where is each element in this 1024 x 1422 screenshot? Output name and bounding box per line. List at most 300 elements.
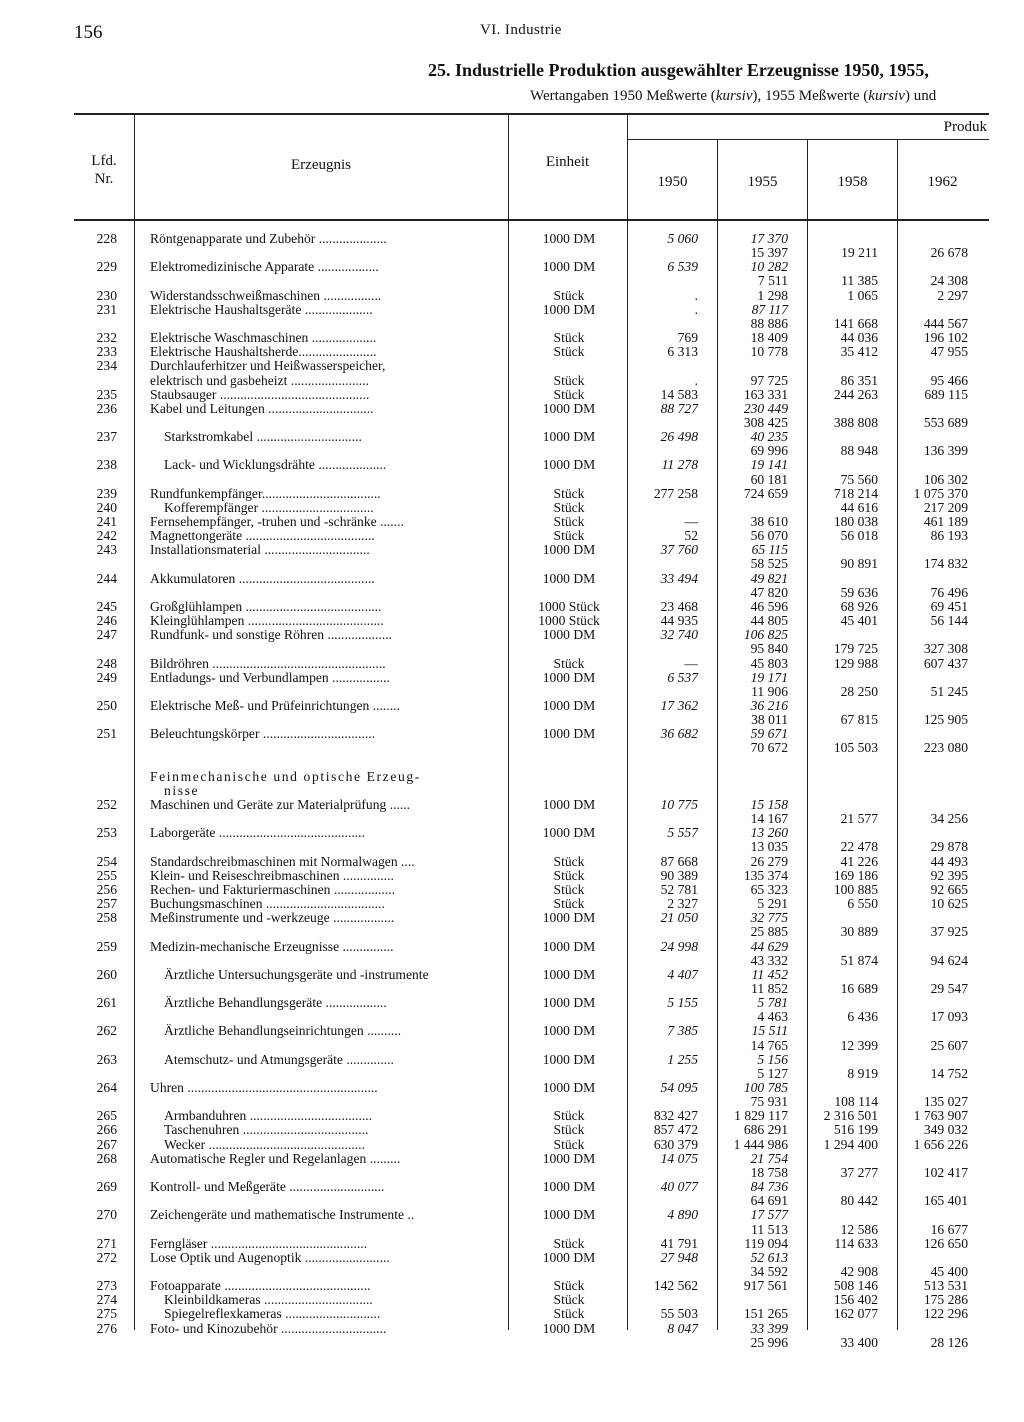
table-row <box>0 600 1024 614</box>
value-1950: . <box>694 301 698 317</box>
value-1958: 37 277 <box>840 1164 878 1180</box>
value-1955: 11 513 <box>751 1221 788 1237</box>
value-1955: 21 754 <box>750 1150 788 1166</box>
subtitle-italic-2: kursiv <box>868 88 905 104</box>
value-1950: . <box>694 372 698 388</box>
value-1950: 8 047 <box>667 1320 698 1336</box>
value-1962: 69 451 <box>930 598 968 614</box>
value-1955: 1 444 986 <box>733 1136 788 1152</box>
value-1950: 24 998 <box>660 938 698 954</box>
product-name: Magnettongeräte ...................................... <box>150 529 375 544</box>
product-name: Entladungs- und Verbundlampen ................. <box>150 670 390 685</box>
table-row <box>0 430 1024 444</box>
value-1950: 87 668 <box>660 853 698 869</box>
value-1950: 2 327 <box>667 896 698 912</box>
header-year-1950: 1950 <box>657 174 688 190</box>
table-row <box>0 402 1024 416</box>
unit: Stück <box>553 1278 585 1294</box>
product-name: Kleinglühlampen ........................................ <box>150 614 384 629</box>
table-row <box>0 1024 1024 1038</box>
product-name: Elektrische Haushaltsgeräte .................... <box>150 302 373 317</box>
value-1958: 1 294 400 <box>823 1136 878 1152</box>
value-1950: 23 468 <box>660 598 698 614</box>
table-row <box>0 1010 1024 1024</box>
product-name: Zeichengeräte und mathematische Instrumente .. <box>150 1208 415 1223</box>
value-1958: 44 616 <box>840 499 878 515</box>
table-row <box>0 925 1024 939</box>
table-row <box>0 260 1024 274</box>
value-1955: 15 397 <box>750 245 788 261</box>
value-1950: — <box>684 655 698 671</box>
table-row <box>0 1166 1024 1180</box>
value-1955: 11 452 <box>751 966 788 982</box>
header-nr-line1: Lfd. <box>91 153 117 169</box>
product-name: Feinmechanische und optische Erzeug- <box>150 769 421 784</box>
value-1962: 45 400 <box>930 1263 968 1279</box>
product-name: Ärztliche Untersuchungsgeräte und -instrumente <box>164 967 429 982</box>
table-row <box>0 897 1024 911</box>
value-1955: 70 672 <box>750 740 788 756</box>
table-row <box>0 388 1024 402</box>
value-1950: 52 <box>684 528 698 544</box>
value-1955: 38 610 <box>750 514 788 529</box>
value-1958: 90 891 <box>840 556 878 572</box>
value-1962: 126 650 <box>923 1235 968 1251</box>
value-1962: 135 027 <box>923 1094 968 1110</box>
table-row <box>0 317 1024 331</box>
table-row <box>0 911 1024 925</box>
value-1962: 102 417 <box>923 1164 968 1180</box>
value-1955: 163 331 <box>743 386 788 402</box>
table-row <box>0 289 1024 303</box>
value-1950: . <box>694 287 698 303</box>
value-1958: 28 250 <box>840 683 878 699</box>
value-1955: 1 829 117 <box>734 1108 788 1124</box>
header-erzeugnis: Erzeugnis <box>291 157 351 173</box>
table-row <box>0 699 1024 713</box>
value-1950: 21 050 <box>660 910 698 926</box>
value-1955: 106 825 <box>743 627 788 643</box>
table-row <box>0 586 1024 600</box>
product-name: Lose Optik und Augenoptik ......................... <box>150 1250 390 1265</box>
table-row <box>0 883 1024 897</box>
row-number: 259 <box>96 938 117 954</box>
subtitle-mid: ), 1955 Meßwerte ( <box>752 88 869 104</box>
value-1958: 508 146 <box>833 1278 878 1294</box>
value-1958: 19 211 <box>841 245 878 261</box>
table-row <box>0 1208 1024 1222</box>
value-1958: 11 385 <box>841 273 878 289</box>
product-name: Elektrische Haushaltsherde....................... <box>150 345 377 360</box>
value-1955: 5 156 <box>757 1051 788 1067</box>
row-number: 245 <box>96 598 117 614</box>
value-1955: 18 409 <box>750 330 788 346</box>
row-number: 274 <box>96 1292 117 1308</box>
row-number: 237 <box>96 429 117 445</box>
table-row <box>0 996 1024 1010</box>
value-1955: 38 011 <box>751 712 788 728</box>
product-name: Meßinstrumente und -werkzeuge .................. <box>150 911 395 926</box>
product-name: Uhren ........................................................ <box>150 1081 378 1095</box>
table-row <box>0 1053 1024 1067</box>
value-1955: 724 659 <box>743 485 788 501</box>
product-name: Rechen- und Fakturiermaschinen .................. <box>150 882 396 897</box>
value-1955: 40 235 <box>750 429 788 445</box>
value-1958: 718 214 <box>833 485 878 501</box>
product-name: Taschenuhren ..................................... <box>164 1123 369 1138</box>
value-1955: 65 115 <box>751 542 788 558</box>
table-row <box>0 345 1024 359</box>
unit: 1000 DM <box>542 669 596 685</box>
value-1962: 92 665 <box>930 881 968 897</box>
value-1962: 76 496 <box>930 584 968 600</box>
value-1958: 169 186 <box>833 867 878 883</box>
value-1955: 10 282 <box>750 259 788 275</box>
product-name: Durchlauferhitzer und Heißwasserspeicher, <box>150 359 386 374</box>
table-row <box>0 473 1024 487</box>
unit: 1000 DM <box>542 697 596 713</box>
row-number: 232 <box>96 330 117 346</box>
table-row <box>0 1081 1024 1095</box>
value-1958: 388 808 <box>833 414 878 430</box>
product-name: Rundfunkempfänger................................... <box>150 486 381 501</box>
product-name: Beleuchtungskörper ................................. <box>150 727 376 742</box>
value-1958: 33 400 <box>840 1334 878 1350</box>
value-1962: 34 256 <box>930 811 968 827</box>
value-1958: 516 199 <box>833 1122 878 1138</box>
value-1955: 88 886 <box>750 315 788 331</box>
value-1950: 6 539 <box>667 259 698 275</box>
value-1955: 5 781 <box>757 995 788 1011</box>
table-row <box>0 501 1024 515</box>
subtitle-suffix: ) und <box>904 88 937 104</box>
value-1950: 6 537 <box>667 669 698 685</box>
table-row <box>0 1123 1024 1137</box>
table-row <box>0 727 1024 741</box>
value-1962: 92 395 <box>930 867 968 883</box>
table-row <box>0 628 1024 642</box>
value-1958: 51 874 <box>840 952 878 968</box>
value-1958: 1 065 <box>847 287 878 303</box>
row-number: 238 <box>96 457 117 473</box>
table-row <box>0 331 1024 345</box>
table-row <box>0 303 1024 317</box>
product-name: Foto- und Kinozubehör ............................... <box>150 1321 387 1336</box>
value-1955: 44 629 <box>750 938 788 954</box>
value-1950: 277 258 <box>653 485 698 501</box>
product-name: Spiegelreflexkameras ............................ <box>164 1307 381 1322</box>
unit: 1000 Stück <box>538 598 600 614</box>
unit: 1000 DM <box>542 1150 596 1166</box>
value-1962: 122 296 <box>923 1306 968 1322</box>
value-1958: 21 577 <box>840 811 878 827</box>
value-1962: 223 080 <box>923 740 968 756</box>
table-row <box>0 458 1024 472</box>
value-1962: 1 763 907 <box>913 1108 968 1124</box>
unit: 1000 DM <box>542 400 596 416</box>
value-1962: 196 102 <box>923 330 968 346</box>
product-name: Automatische Regler und Regelanlagen ......... <box>150 1151 401 1166</box>
row-number: 243 <box>96 542 117 558</box>
unit: Stück <box>553 485 585 501</box>
unit: Stück <box>553 881 585 897</box>
value-1955: 18 758 <box>750 1164 788 1180</box>
value-1958: 80 442 <box>840 1193 878 1209</box>
unit: Stück <box>553 386 585 402</box>
value-1955: 17 577 <box>750 1207 788 1223</box>
value-1958: 88 948 <box>840 443 878 459</box>
product-name: Kontroll- und Meßgeräte ............................ <box>150 1180 385 1195</box>
product-name: Kleinbildkameras ................................ <box>164 1293 373 1308</box>
row-number: 235 <box>96 386 117 402</box>
product-name: Starkstromkabel ............................... <box>164 430 362 445</box>
product-name: Standardschreibmaschinen mit Normalwagen .... <box>150 854 415 869</box>
value-1958: 129 988 <box>833 655 878 671</box>
value-1958: 156 402 <box>833 1292 878 1308</box>
product-name: Akkumulatoren ........................................ <box>150 571 375 586</box>
unit: Stück <box>553 344 585 360</box>
value-1950: 26 498 <box>660 429 698 445</box>
table-row <box>0 685 1024 699</box>
value-1955: 49 821 <box>750 570 788 586</box>
value-1955: 84 736 <box>750 1179 788 1195</box>
product-name: Installationsmaterial ............................... <box>150 543 370 558</box>
table-row <box>0 855 1024 869</box>
value-1958: 6 550 <box>847 896 878 912</box>
unit: 1000 DM <box>542 995 596 1011</box>
row-number: 275 <box>96 1306 117 1322</box>
header-nr-line2: Nr. <box>94 171 114 187</box>
value-1962: 1 656 226 <box>913 1136 968 1152</box>
table-row <box>0 812 1024 826</box>
product-name: Wecker .............................................. <box>164 1137 365 1152</box>
value-1962: 29 878 <box>930 839 968 855</box>
row-number: 241 <box>96 514 117 529</box>
row-number: 266 <box>96 1122 117 1138</box>
value-1955: 25 885 <box>750 924 788 940</box>
value-1955: 151 265 <box>743 1306 788 1322</box>
value-1955: 15 158 <box>750 797 788 812</box>
unit: Stück <box>553 1108 585 1124</box>
table-row <box>0 1223 1024 1237</box>
value-1958: 12 586 <box>840 1221 878 1237</box>
product-name: Ärztliche Behandlungsgeräte .................. <box>164 996 387 1011</box>
value-1950: 14 583 <box>660 386 698 402</box>
row-number: 253 <box>96 825 117 841</box>
value-1958: 105 503 <box>833 740 878 756</box>
unit: 1000 DM <box>542 825 596 841</box>
table-row <box>0 671 1024 685</box>
product-name: Widerstandsschweißmaschinen ................. <box>150 288 382 303</box>
row-number: 261 <box>96 995 117 1011</box>
row-number: 240 <box>96 499 117 515</box>
table-row <box>0 1336 1024 1350</box>
table-row <box>0 246 1024 260</box>
value-1962: 44 493 <box>930 853 968 869</box>
row-number: 229 <box>96 259 117 275</box>
value-1962: 165 401 <box>923 1193 968 1209</box>
value-1955: 13 260 <box>750 825 788 841</box>
table-row <box>0 374 1024 388</box>
value-1955: 10 778 <box>750 344 788 360</box>
row-number: 255 <box>96 867 117 883</box>
row-number: 233 <box>96 344 117 360</box>
value-1958: 244 263 <box>833 386 878 402</box>
product-name: Atemschutz- und Atmungsgeräte .............. <box>164 1052 394 1067</box>
unit: 1000 DM <box>542 1051 596 1067</box>
value-1950: 5 060 <box>667 231 698 246</box>
value-1962: 86 193 <box>930 528 968 544</box>
value-1955: 5 127 <box>757 1065 788 1081</box>
value-1955: 87 117 <box>751 301 788 317</box>
header-year-1955: 1955 <box>747 174 778 190</box>
table-row <box>0 982 1024 996</box>
value-1962: 1 075 370 <box>913 485 968 501</box>
row-number: 260 <box>96 966 117 982</box>
value-1950: 37 760 <box>660 542 698 558</box>
value-1955: 65 323 <box>750 881 788 897</box>
row-number: 276 <box>96 1320 117 1336</box>
value-1962: 94 624 <box>930 952 968 968</box>
value-1955: 36 216 <box>750 697 788 713</box>
value-1958: 75 560 <box>840 471 878 487</box>
value-1955: 45 803 <box>750 655 788 671</box>
value-1958: 44 036 <box>840 330 878 346</box>
value-1962: 14 752 <box>930 1065 968 1081</box>
product-name: Laborgeräte ........................................... <box>150 826 365 841</box>
product-name: Staubsauger ............................................ <box>150 387 370 402</box>
table-row <box>0 1307 1024 1321</box>
row-number: 263 <box>96 1051 117 1067</box>
header-bottom-rule <box>74 219 989 221</box>
unit: 1000 DM <box>542 231 596 246</box>
row-number: 254 <box>96 853 117 869</box>
table-row <box>0 798 1024 812</box>
unit: Stück <box>553 499 585 515</box>
value-1962: 136 399 <box>923 443 968 459</box>
row-number: 270 <box>96 1207 117 1223</box>
table-row <box>0 1237 1024 1251</box>
value-1958: 180 038 <box>833 514 878 529</box>
table-row <box>0 741 1024 755</box>
value-1958: 114 633 <box>834 1235 878 1251</box>
value-1962: 16 677 <box>930 1221 968 1237</box>
product-name: Fernsehempfänger, -truhen und -schränke ....... <box>150 515 404 529</box>
row-number: 249 <box>96 669 117 685</box>
product-name: Armbanduhren .................................... <box>164 1109 373 1124</box>
product-name: Buchungsmaschinen ................................... <box>150 897 385 912</box>
value-1950: 5 557 <box>667 825 698 841</box>
value-1955: 69 996 <box>750 443 788 459</box>
value-1958: 41 226 <box>840 853 878 869</box>
value-1958: 59 636 <box>840 584 878 600</box>
table-row <box>0 1293 1024 1307</box>
table-row <box>0 826 1024 840</box>
row-number: 231 <box>96 301 117 317</box>
value-1958: 42 908 <box>840 1263 878 1279</box>
table-row <box>0 487 1024 501</box>
value-1962: 29 547 <box>930 980 968 996</box>
product-name: nisse <box>164 783 200 798</box>
value-1955: 26 279 <box>750 853 788 869</box>
product-name: elektrisch und gasbeheizt ....................... <box>150 373 369 388</box>
value-1950: 40 077 <box>660 1179 698 1195</box>
value-1955: 100 785 <box>743 1080 788 1095</box>
unit: 1000 DM <box>542 910 596 926</box>
row-number: 271 <box>96 1235 117 1251</box>
value-1950: 27 948 <box>660 1249 698 1265</box>
value-1955: 59 671 <box>750 726 788 742</box>
unit: 1000 DM <box>542 429 596 445</box>
unit: 1000 DM <box>542 1249 596 1265</box>
product-name: Kofferempfänger ................................. <box>164 500 374 515</box>
unit: Stück <box>553 372 585 388</box>
value-1955: 11 852 <box>751 980 788 996</box>
value-1955: 15 511 <box>751 1023 788 1039</box>
value-1958: 141 668 <box>833 315 878 331</box>
header-year-1962: 1962 <box>927 174 958 190</box>
value-1958: 100 885 <box>833 881 878 897</box>
row-number: 258 <box>96 910 117 926</box>
table-row <box>0 1251 1024 1265</box>
product-name: Lack- und Wicklungsdrähte .................... <box>164 458 387 473</box>
value-1962: 28 126 <box>930 1334 968 1350</box>
value-1962: 125 905 <box>923 712 968 728</box>
value-1955: 95 840 <box>750 641 788 657</box>
value-1950: — <box>684 514 698 529</box>
value-1955: 135 374 <box>743 867 788 883</box>
value-1950: 857 472 <box>653 1122 698 1138</box>
value-1955: 686 291 <box>743 1122 788 1138</box>
value-1962: 327 308 <box>923 641 968 657</box>
value-1962: 461 189 <box>923 514 968 529</box>
table-row <box>0 444 1024 458</box>
table-row <box>0 274 1024 288</box>
value-1950: 630 379 <box>653 1136 698 1152</box>
row-number: 248 <box>96 655 117 671</box>
value-1962: 56 144 <box>930 613 968 629</box>
value-1958: 68 926 <box>840 598 878 614</box>
row-number: 242 <box>96 528 117 544</box>
unit: 1000 DM <box>542 797 596 812</box>
unit: 1000 DM <box>542 966 596 982</box>
unit: Stück <box>553 514 585 529</box>
value-1955: 1 298 <box>757 287 788 303</box>
value-1955: 47 820 <box>750 584 788 600</box>
table-row <box>0 1194 1024 1208</box>
header-nr <box>74 152 134 188</box>
table-row <box>0 1138 1024 1152</box>
value-1955: 75 931 <box>750 1094 788 1110</box>
unit: Stück <box>553 287 585 303</box>
table-row <box>0 1322 1024 1336</box>
value-1958: 162 077 <box>833 1306 878 1322</box>
value-1955: 32 775 <box>750 910 788 926</box>
value-1950: 769 <box>677 330 698 346</box>
value-1955: 56 070 <box>750 528 788 544</box>
product-name: Ärztliche Behandlungseinrichtungen .......... <box>164 1024 402 1039</box>
value-1950: 33 494 <box>660 570 698 586</box>
product-name: Fotoapparate ........................................... <box>150 1279 371 1294</box>
value-1958: 108 114 <box>834 1094 878 1110</box>
row-number: 228 <box>96 231 117 246</box>
value-1950: 7 385 <box>667 1023 698 1039</box>
value-1955: 52 613 <box>750 1249 788 1265</box>
row-number: 252 <box>96 797 117 812</box>
row-number: 257 <box>96 896 117 912</box>
value-1950: 17 362 <box>660 697 698 713</box>
unit: Stück <box>553 330 585 346</box>
